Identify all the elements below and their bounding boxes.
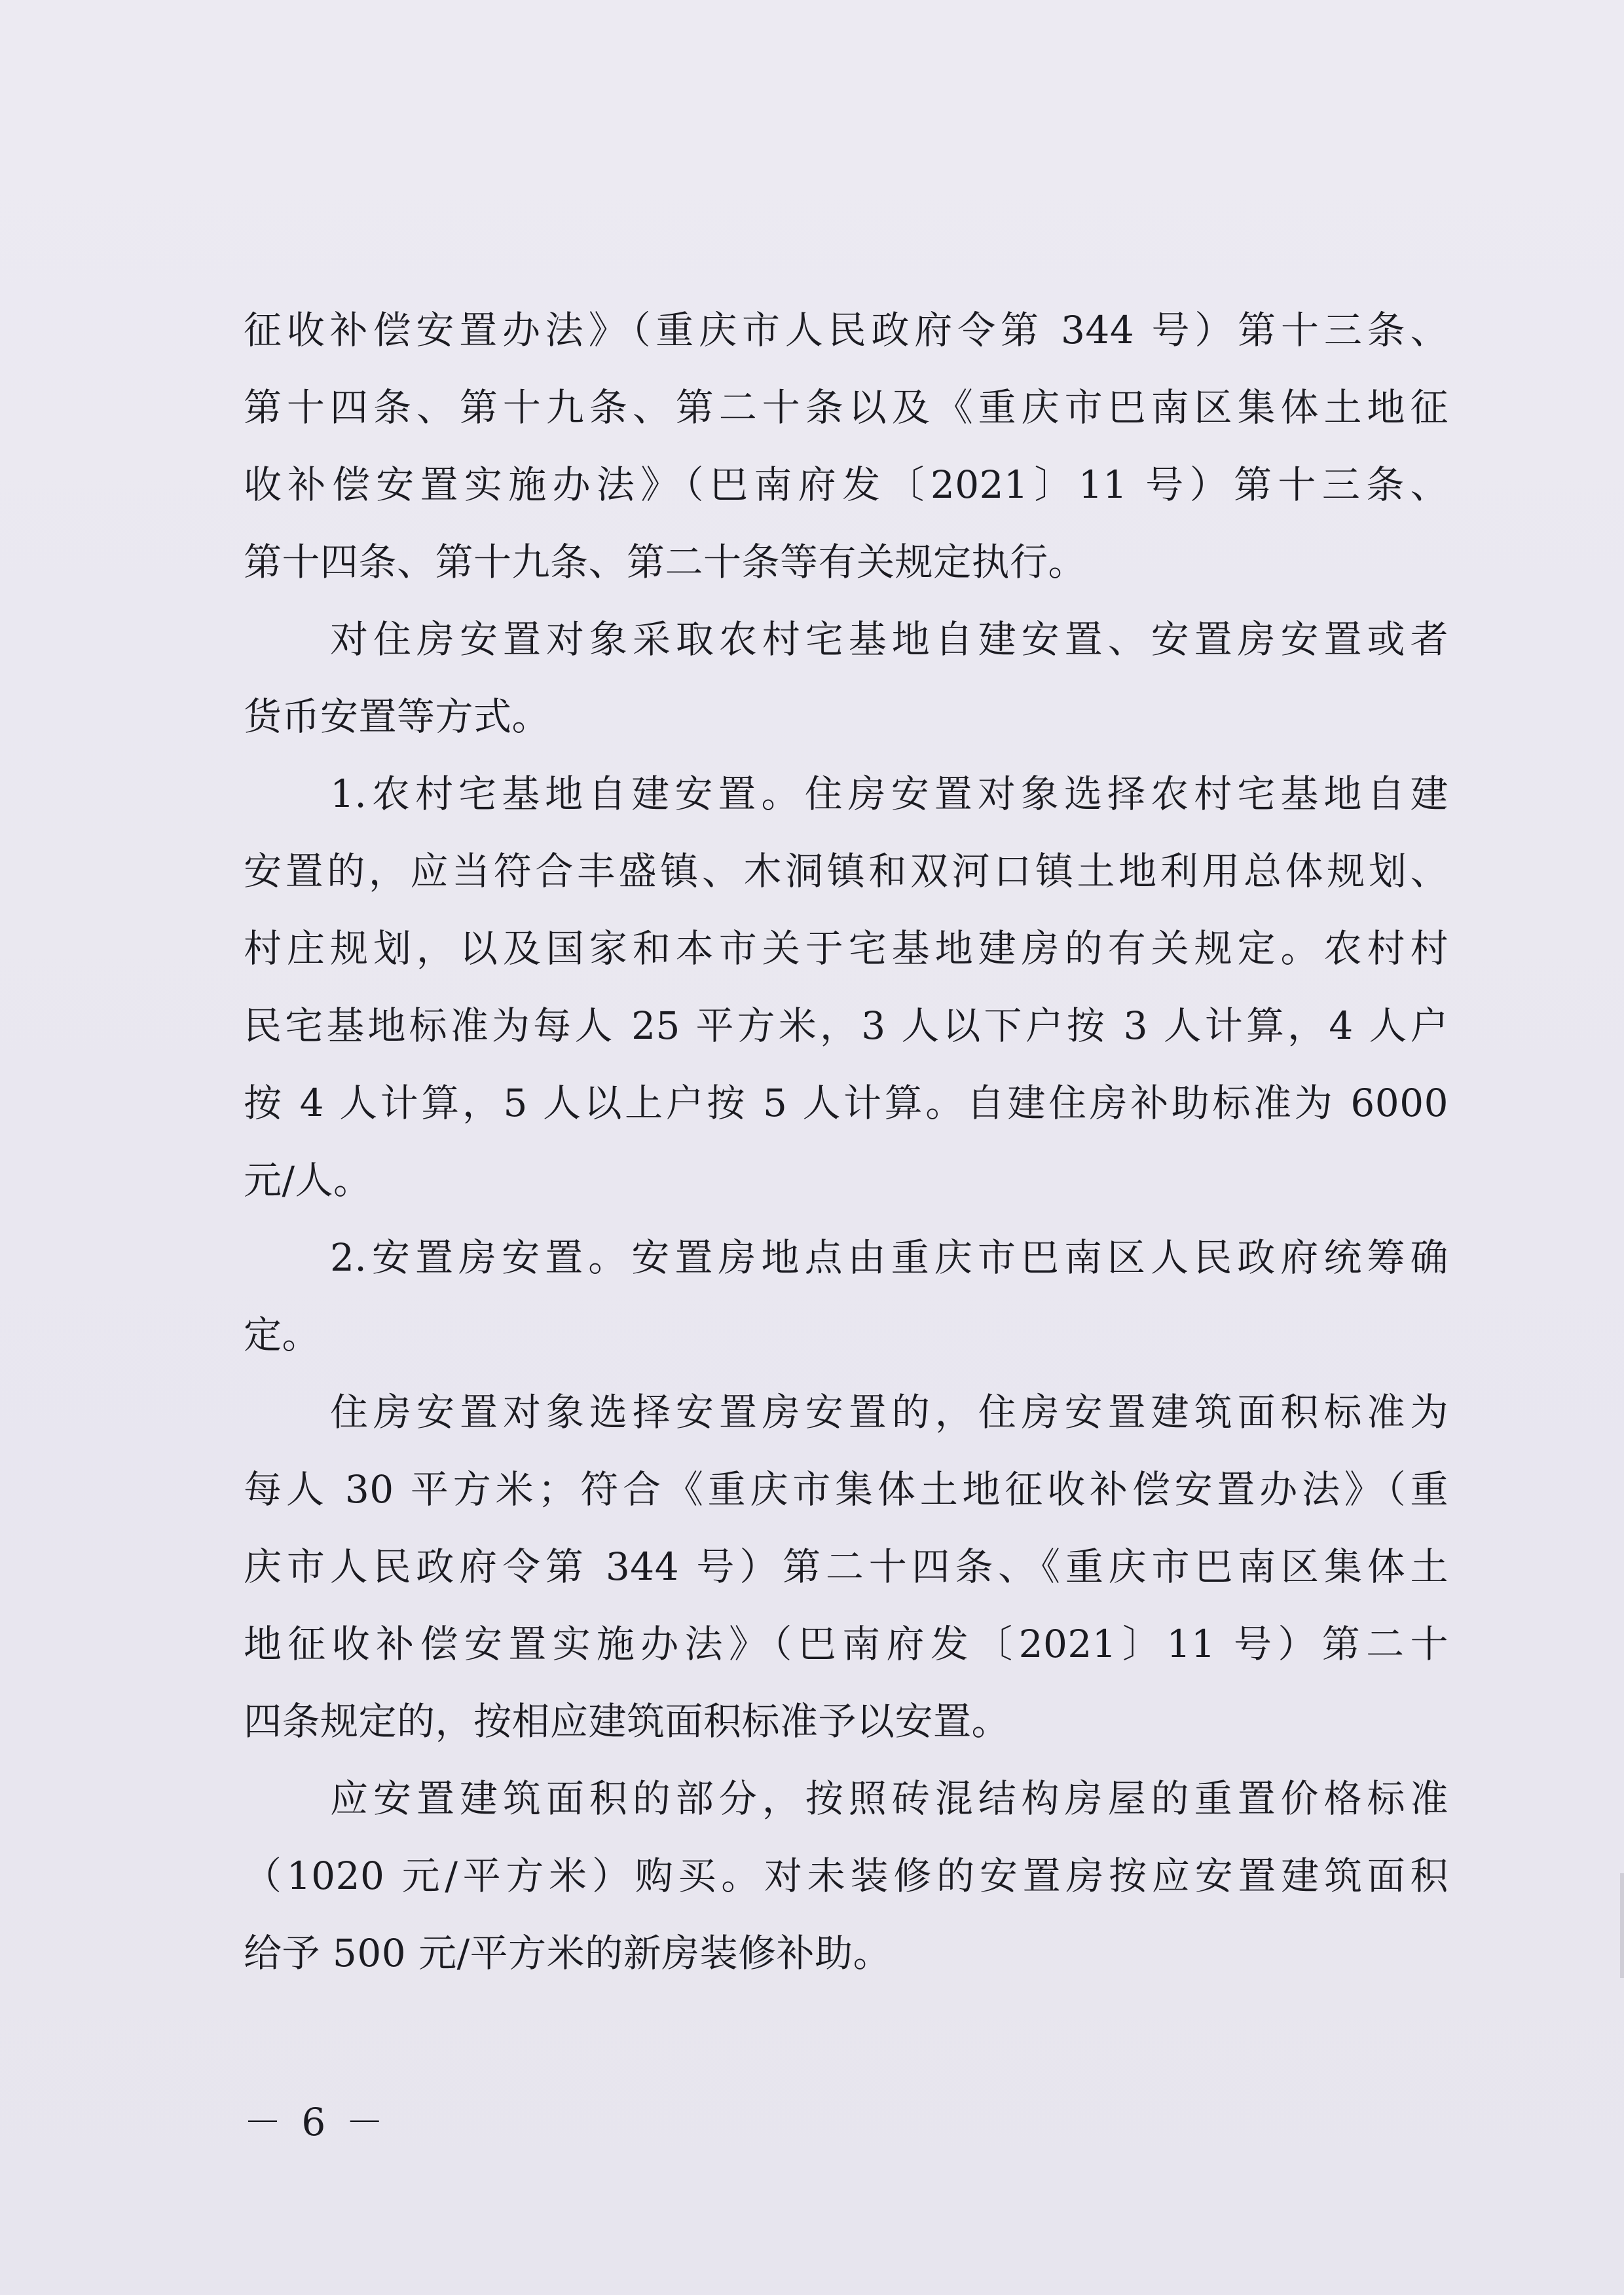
- text-line: 村庄规划，以及国家和本市关于宅基地建房的有关规定。农村村: [244, 926, 1449, 971]
- text-line: 收补偿安置实施办法》（巴南府发〔2021〕11 号）第十三条、: [244, 462, 1449, 507]
- text-line: 四条规定的，按相应建筑面积标准予以安置。: [244, 1699, 1010, 1744]
- paragraph-first-line: 住房安置对象选择安置房安置的，住房安置建筑面积标准为: [330, 1390, 1449, 1434]
- text-line: 征收补偿安置办法》（重庆市人民政府令第 344 号）第十三条、: [244, 308, 1449, 352]
- text-line: 安置的，应当符合丰盛镇、木洞镇和双河口镇土地利用总体规划、: [244, 849, 1449, 893]
- paragraph-first-line: 2.安置房安置。安置房地点由重庆市巴南区人民政府统筹确: [330, 1235, 1449, 1280]
- paragraph-first-line: 1.农村宅基地自建安置。住房安置对象选择农村宅基地自建: [330, 772, 1449, 816]
- paragraph-first-line: 应安置建筑面积的部分，按照砖混结构房屋的重置价格标准: [330, 1776, 1449, 1821]
- text-line: 定。: [244, 1313, 321, 1357]
- text-line: 庆市人民政府令第 344 号）第二十四条、《重庆市巴南区集体土: [244, 1544, 1449, 1589]
- paragraph-first-line: 对住房安置对象采取农村宅基地自建安置、安置房安置或者: [330, 617, 1449, 662]
- page-number: － 6 －: [244, 2100, 388, 2144]
- text-line: 每人 30 平方米；符合《重庆市集体土地征收补偿安置办法》（重: [244, 1467, 1449, 1512]
- text-line: 元/人。: [244, 1158, 372, 1203]
- text-line: 货币安置等方式。: [244, 694, 551, 739]
- text-line: 第十四条、第十九条、第二十条等有关规定执行。: [244, 540, 1087, 584]
- text-line: 给予 500 元/平方米的新房装修补助。: [244, 1931, 892, 1975]
- text-line: （1020 元/平方米）购买。对未装修的安置房按应安置建筑面积: [244, 1854, 1449, 1898]
- scan-edge-mark: [1620, 1873, 1624, 1978]
- text-line: 民宅基地标准为每人 25 平方米，3 人以下户按 3 人计算，4 人户: [244, 1003, 1449, 1048]
- text-line: 第十四条、第十九条、第二十条以及《重庆市巴南区集体土地征: [244, 385, 1449, 430]
- document-body: [244, 291, 1449, 1992]
- text-line: 按 4 人计算，5 人以上户按 5 人计算。自建住房补助标准为 6000: [244, 1081, 1449, 1125]
- text-line: 地征收补偿安置实施办法》（巴南府发〔2021〕11 号）第二十: [244, 1622, 1449, 1666]
